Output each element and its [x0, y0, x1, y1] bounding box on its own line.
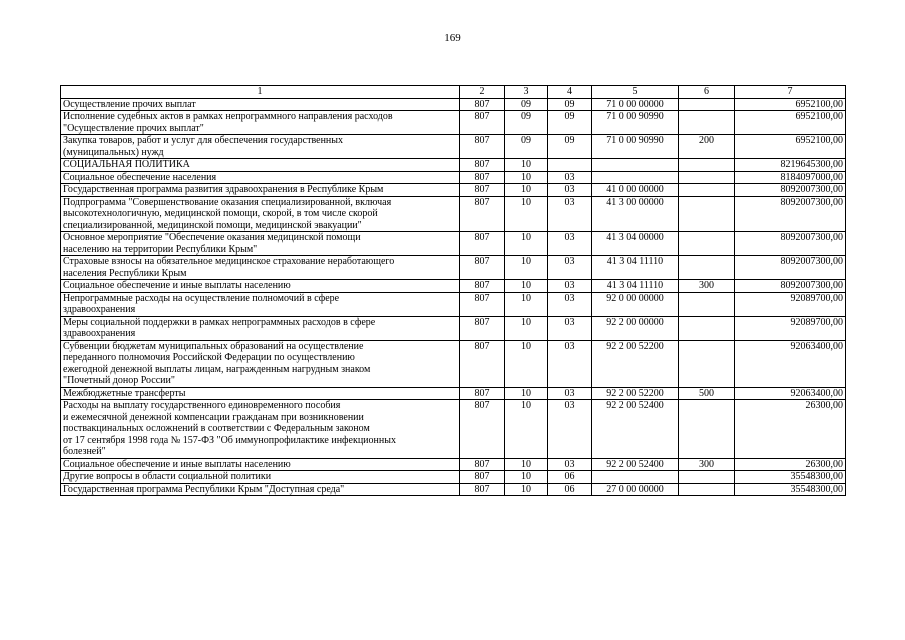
row-name-cell: Страховые взносы на обязательное медицинское страхование неработающего населения Республики Крым	[61, 256, 460, 280]
row-grbs-cell: 807	[460, 340, 505, 387]
row-subsection-cell: 09	[548, 135, 592, 159]
budget-table	[60, 85, 846, 496]
row-name-cell: Социальное обеспечение и иные выплаты населению	[61, 458, 460, 471]
row-name-cell: Субвенции бюджетам муниципальных образований на осуществление переданного полномочия Российской Федерации по осуществлению ежегодной денежной выплаты лицам, награжденным нагрудным знаком "Почетный донор России"	[61, 340, 460, 387]
row-sum-cell: 92089700,00	[735, 292, 846, 316]
row-target-article-cell: 71 0 00 90990	[592, 111, 679, 135]
table-row	[61, 98, 846, 111]
row-section-cell: 10	[505, 387, 548, 400]
row-expense-type-cell	[679, 292, 735, 316]
table-row	[61, 196, 846, 232]
row-expense-type-cell	[679, 171, 735, 184]
row-subsection-cell: 03	[548, 316, 592, 340]
header-col-1: 1	[61, 86, 460, 99]
header-col-4: 4	[548, 86, 592, 99]
row-name-cell: СОЦИАЛЬНАЯ ПОЛИТИКА	[61, 159, 460, 172]
row-expense-type-cell	[679, 471, 735, 484]
row-grbs-cell: 807	[460, 387, 505, 400]
row-grbs-cell: 807	[460, 135, 505, 159]
row-section-cell: 10	[505, 232, 548, 256]
row-grbs-cell: 807	[460, 483, 505, 496]
row-target-article-cell: 41 3 04 11110	[592, 280, 679, 293]
row-target-article-cell: 92 2 00 52400	[592, 400, 679, 459]
row-subsection-cell: 03	[548, 387, 592, 400]
row-grbs-cell: 807	[460, 111, 505, 135]
row-target-article-cell: 92 2 00 00000	[592, 316, 679, 340]
row-sum-cell: 92063400,00	[735, 340, 846, 387]
row-sum-cell: 6952100,00	[735, 111, 846, 135]
row-section-cell: 10	[505, 483, 548, 496]
header-col-2: 2	[460, 86, 505, 99]
row-subsection-cell: 09	[548, 98, 592, 111]
row-subsection-cell: 03	[548, 196, 592, 232]
row-grbs-cell: 807	[460, 184, 505, 197]
row-sum-cell: 92063400,00	[735, 387, 846, 400]
row-target-article-cell: 41 0 00 00000	[592, 184, 679, 197]
row-subsection-cell: 03	[548, 280, 592, 293]
row-target-article-cell	[592, 171, 679, 184]
row-grbs-cell: 807	[460, 316, 505, 340]
row-subsection-cell: 03	[548, 340, 592, 387]
row-section-cell: 10	[505, 171, 548, 184]
row-target-article-cell: 71 0 00 90990	[592, 135, 679, 159]
row-name-cell: Подпрограмма "Совершенствование оказания специализированной, включая высокотехнологичную, медицинской помощи, скорой, в том числе скорой специализированной, медицинской помощи, медицинской эвакуации"	[61, 196, 460, 232]
row-name-cell: Государственная программа Республики Крым "Доступная среда"	[61, 483, 460, 496]
row-section-cell: 10	[505, 280, 548, 293]
row-name-cell: Государственная программа развития здравоохранения в Республике Крым	[61, 184, 460, 197]
header-row	[61, 86, 846, 99]
row-target-article-cell: 41 3 04 00000	[592, 232, 679, 256]
row-expense-type-cell: 200	[679, 135, 735, 159]
row-sum-cell: 35548300,00	[735, 483, 846, 496]
row-expense-type-cell	[679, 232, 735, 256]
row-grbs-cell: 807	[460, 98, 505, 111]
row-grbs-cell: 807	[460, 256, 505, 280]
row-expense-type-cell	[679, 256, 735, 280]
header-col-3: 3	[505, 86, 548, 99]
row-grbs-cell: 807	[460, 292, 505, 316]
row-sum-cell: 26300,00	[735, 400, 846, 459]
row-section-cell: 10	[505, 256, 548, 280]
row-section-cell: 10	[505, 340, 548, 387]
row-grbs-cell: 807	[460, 171, 505, 184]
row-section-cell: 09	[505, 135, 548, 159]
row-name-cell: Социальное обеспечение и иные выплаты населению	[61, 280, 460, 293]
header-col-7: 7	[735, 86, 846, 99]
row-target-article-cell: 92 2 00 52200	[592, 387, 679, 400]
table-row	[61, 184, 846, 197]
row-sum-cell: 8219645300,00	[735, 159, 846, 172]
row-subsection-cell: 03	[548, 171, 592, 184]
row-sum-cell: 8092007300,00	[735, 256, 846, 280]
row-expense-type-cell	[679, 196, 735, 232]
row-name-cell: Исполнение судебных актов в рамках непрограммного направления расходов "Осуществление прочих выплат"	[61, 111, 460, 135]
row-name-cell: Основное мероприятие "Обеспечение оказания медицинской помощи населению на территории Республики Крым"	[61, 232, 460, 256]
header-col-5: 5	[592, 86, 679, 99]
row-grbs-cell: 807	[460, 400, 505, 459]
row-expense-type-cell	[679, 111, 735, 135]
table-row	[61, 387, 846, 400]
row-expense-type-cell: 500	[679, 387, 735, 400]
page-number: 169	[444, 32, 461, 44]
row-grbs-cell: 807	[460, 458, 505, 471]
row-name-cell: Расходы на выплату государственного единовременного пособия и ежемесячной денежной компенсации гражданам при возникновении поствакцинальных осложнений в соответствии с Федеральным законом от 17 сентября 1998 года № 157-ФЗ "Об иммунопрофилактике инфекционных болезней"	[61, 400, 460, 459]
row-sum-cell: 8184097000,00	[735, 171, 846, 184]
row-section-cell: 09	[505, 98, 548, 111]
row-expense-type-cell	[679, 400, 735, 459]
row-name-cell: Другие вопросы в области социальной политики	[61, 471, 460, 484]
row-subsection-cell: 03	[548, 400, 592, 459]
row-grbs-cell: 807	[460, 280, 505, 293]
table-row	[61, 159, 846, 172]
row-subsection-cell: 03	[548, 458, 592, 471]
row-target-article-cell: 92 0 00 00000	[592, 292, 679, 316]
row-sum-cell: 8092007300,00	[735, 280, 846, 293]
table-row	[61, 471, 846, 484]
row-section-cell: 10	[505, 292, 548, 316]
row-name-cell: Меры социальной поддержки в рамках непрограммных расходов в сфере здравоохранения	[61, 316, 460, 340]
table-row	[61, 111, 846, 135]
row-name-cell: Непрограммные расходы на осуществление полномочий в сфере здравоохранения	[61, 292, 460, 316]
table-row	[61, 232, 846, 256]
row-subsection-cell: 03	[548, 292, 592, 316]
table-row	[61, 458, 846, 471]
table-row	[61, 340, 846, 387]
row-section-cell: 10	[505, 471, 548, 484]
row-expense-type-cell	[679, 340, 735, 387]
row-subsection-cell: 06	[548, 483, 592, 496]
table-row	[61, 400, 846, 459]
table-row	[61, 171, 846, 184]
row-section-cell: 10	[505, 184, 548, 197]
row-name-cell: Социальное обеспечение населения	[61, 171, 460, 184]
row-grbs-cell: 807	[460, 196, 505, 232]
table-row	[61, 483, 846, 496]
row-target-article-cell	[592, 159, 679, 172]
row-section-cell: 10	[505, 159, 548, 172]
row-subsection-cell: 03	[548, 256, 592, 280]
row-grbs-cell: 807	[460, 471, 505, 484]
row-subsection-cell: 06	[548, 471, 592, 484]
row-sum-cell: 6952100,00	[735, 135, 846, 159]
row-name-cell: Закупка товаров, работ и услуг для обеспечения государственных (муниципальных) нужд	[61, 135, 460, 159]
table-row	[61, 280, 846, 293]
row-expense-type-cell	[679, 159, 735, 172]
row-subsection-cell: 03	[548, 184, 592, 197]
row-target-article-cell	[592, 471, 679, 484]
row-section-cell: 10	[505, 400, 548, 459]
row-expense-type-cell	[679, 483, 735, 496]
row-name-cell: Межбюджетные трансферты	[61, 387, 460, 400]
row-sum-cell: 8092007300,00	[735, 184, 846, 197]
row-target-article-cell: 92 2 00 52400	[592, 458, 679, 471]
row-sum-cell: 8092007300,00	[735, 196, 846, 232]
row-target-article-cell: 41 3 00 00000	[592, 196, 679, 232]
row-section-cell: 10	[505, 316, 548, 340]
table-row	[61, 292, 846, 316]
row-grbs-cell: 807	[460, 232, 505, 256]
row-target-article-cell: 27 0 00 00000	[592, 483, 679, 496]
row-section-cell: 10	[505, 196, 548, 232]
row-name-cell: Осуществление прочих выплат	[61, 98, 460, 111]
row-sum-cell: 6952100,00	[735, 98, 846, 111]
row-sum-cell: 26300,00	[735, 458, 846, 471]
row-expense-type-cell	[679, 184, 735, 197]
row-target-article-cell: 92 2 00 52200	[592, 340, 679, 387]
row-sum-cell: 8092007300,00	[735, 232, 846, 256]
row-expense-type-cell	[679, 316, 735, 340]
row-expense-type-cell	[679, 98, 735, 111]
row-subsection-cell: 09	[548, 111, 592, 135]
row-sum-cell: 92089700,00	[735, 316, 846, 340]
table-row	[61, 256, 846, 280]
row-section-cell: 09	[505, 111, 548, 135]
table-row	[61, 316, 846, 340]
table-row	[61, 135, 846, 159]
row-grbs-cell: 807	[460, 159, 505, 172]
row-sum-cell: 35548300,00	[735, 471, 846, 484]
row-expense-type-cell: 300	[679, 280, 735, 293]
row-section-cell: 10	[505, 458, 548, 471]
row-expense-type-cell: 300	[679, 458, 735, 471]
row-target-article-cell: 41 3 04 11110	[592, 256, 679, 280]
header-col-6: 6	[679, 86, 735, 99]
row-target-article-cell: 71 0 00 00000	[592, 98, 679, 111]
row-subsection-cell: 03	[548, 232, 592, 256]
row-subsection-cell	[548, 159, 592, 172]
